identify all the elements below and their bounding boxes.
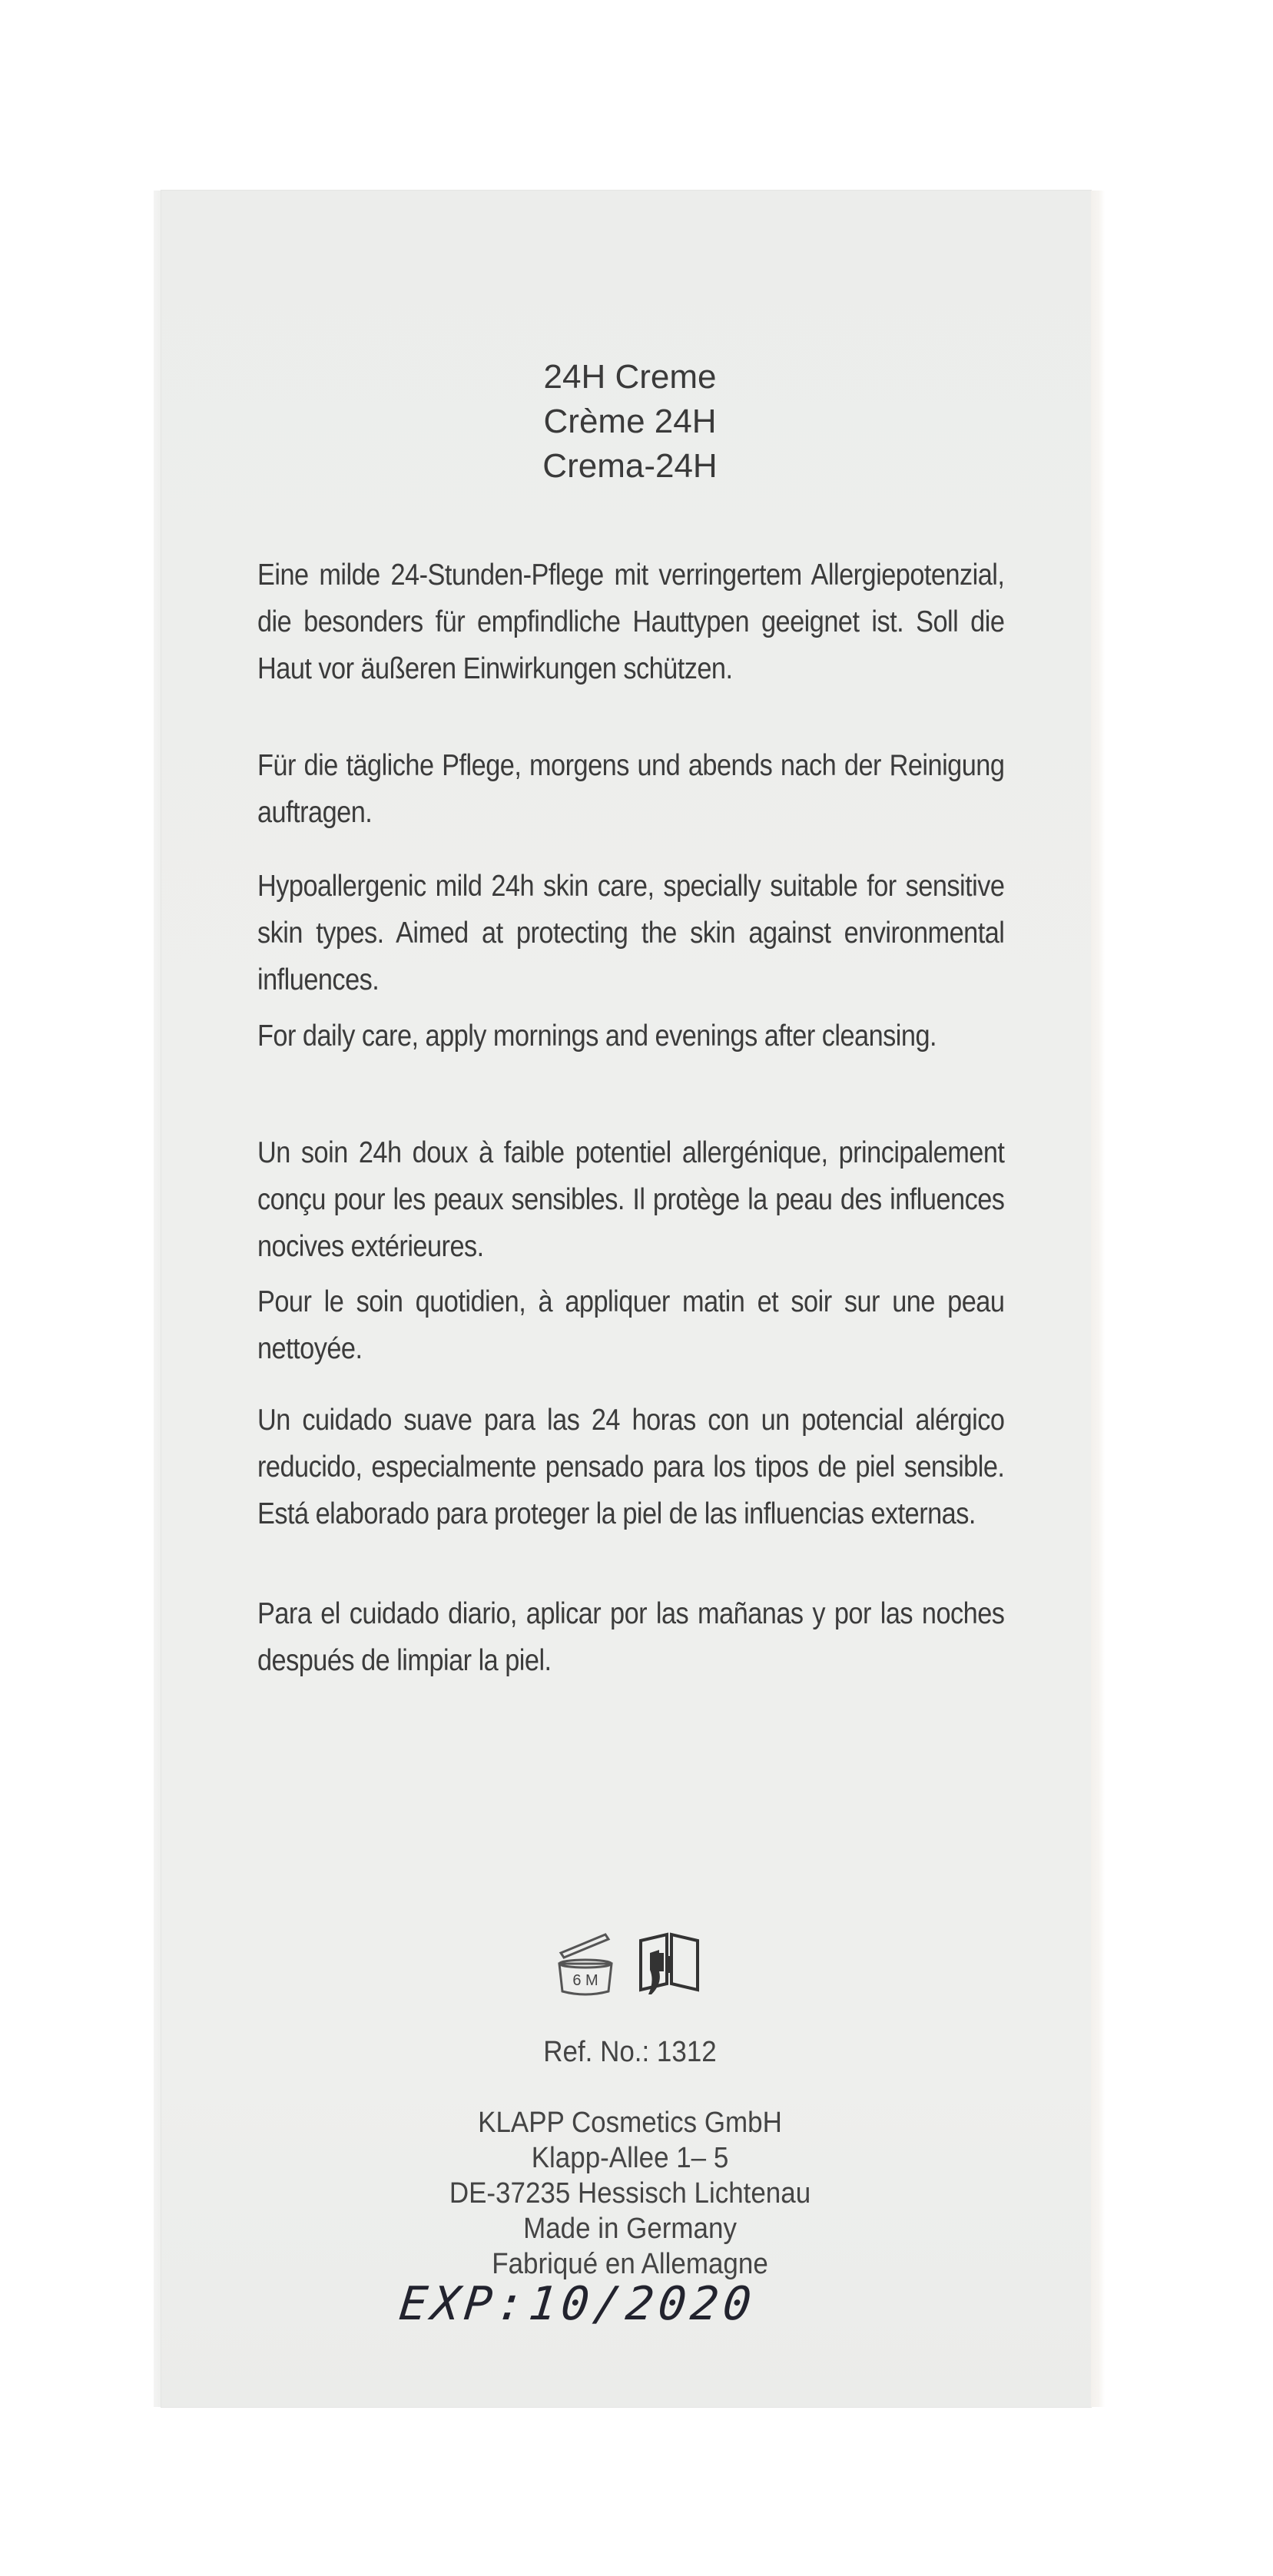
- reference-number: Ref. No.: 1312: [543, 2036, 717, 2068]
- paragraph-es-usage: Para el cuidado diario, aplicar por las mañanas y por las noches después de limpiar la piel.: [257, 1597, 1005, 1677]
- company-name: KLAPP Cosmetics GmbH: [478, 2107, 782, 2139]
- made-in-germany: Made in Germany: [523, 2213, 737, 2245]
- paragraph-en-usage: For daily care, apply mornings and evenings after cleansing.: [257, 1019, 937, 1053]
- title-fr: Crème 24H: [543, 403, 717, 440]
- box-left-edge: [154, 191, 161, 2407]
- packaging-symbols: [552, 1930, 713, 1999]
- paragraph-fr-description: Un soin 24h doux à faible potentiel allergénique, principalement conçu pour les peaux sensibles. Il protège la peau des influences nocives extérieures.: [257, 1136, 1005, 1263]
- product-titles: [430, 355, 830, 489]
- manufacturer-address: [376, 2105, 884, 2282]
- title-de: 24H Creme: [543, 358, 717, 396]
- box-right-edge: [1091, 191, 1105, 2407]
- title-es: Crema-24H: [542, 447, 718, 485]
- open-jar-icon: [552, 1930, 619, 1999]
- city: DE-37235 Hessisch Lichtenau: [449, 2177, 811, 2210]
- paragraph-en-description: Hypoallergenic mild 24h skin care, specially suitable for sensitive skin types. Aimed at protecting the skin against environmental influences.: [257, 870, 1005, 996]
- paragraph-de-description: Eine milde 24-Stunden-Pflege mit verringertem Allergiepotenzial, die besonders für empfindliche Hauttypen geeignet ist. Soll die Haut vor äußeren Einwirkungen schützen.: [257, 559, 1005, 685]
- street: Klapp-Allee 1– 5: [531, 2142, 729, 2174]
- pao-label: 6 M: [572, 1972, 598, 1989]
- expiry-stamp: EXP:10/2020: [396, 2277, 759, 2331]
- paragraph-de-usage: Für die tägliche Pflege, morgens und abends nach der Reinigung auftragen.: [257, 749, 1005, 829]
- paragraph-fr-usage: Pour le soin quotidien, à appliquer matin et soir sur une peau nettoyée.: [257, 1285, 1005, 1365]
- paragraph-es-description: Un cuidado suave para las 24 horas con un potencial alérgico reducido, especialmente pensado para los tipos de piel sensible. Está elaborado para proteger la piel de las influencias externas.: [257, 1404, 1005, 1530]
- made-in-germany-fr: Fabriqué en Allemagne: [492, 2248, 768, 2280]
- open-book-hand-icon: [636, 1930, 702, 1999]
